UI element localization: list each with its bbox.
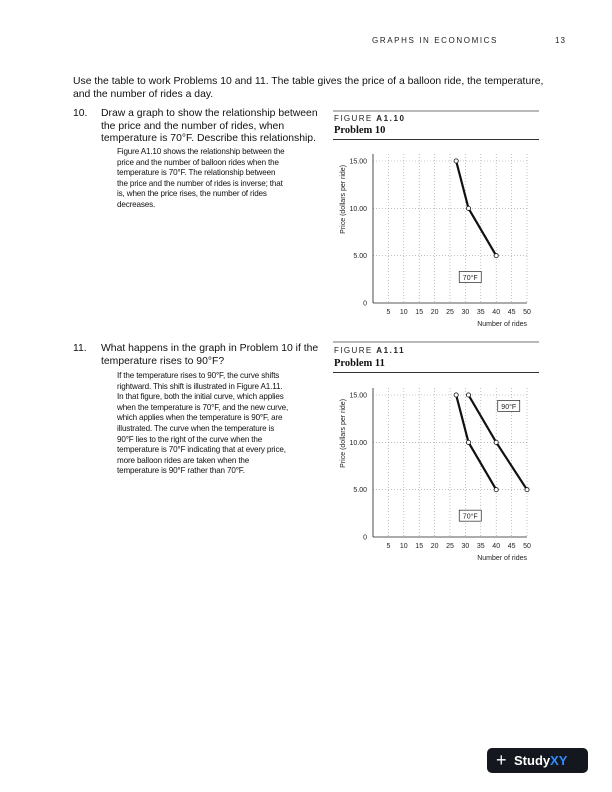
y-tick-label: 15.00: [349, 392, 367, 400]
answer-line: If the temperature rises to 90°F, the curve shifts: [117, 371, 280, 380]
figure-label-prefix: FIGURE: [334, 114, 373, 123]
figure-label-id: A1.10: [376, 114, 406, 123]
data-point: [494, 254, 498, 258]
x-tick-label: 20: [430, 309, 439, 316]
y-tick-label: 0: [363, 534, 367, 542]
logo-wordmark: StudyXY: [514, 753, 568, 768]
problem-11-question: [101, 343, 318, 368]
answer-line: temperature is 70°F indicating that at every price,: [117, 445, 286, 455]
problem-11-answer: [117, 371, 288, 477]
x-tick-label: 30: [461, 309, 470, 316]
answer-line: 90°F lies to the right of the curve when the: [117, 434, 263, 444]
x-tick-label: 10: [399, 309, 408, 316]
x-tick-label: 10: [399, 543, 408, 550]
question-line: temperature is 70°F. Describe this relationship.: [101, 133, 316, 145]
y-tick-label: 0: [363, 300, 367, 308]
page-number: 13: [555, 36, 566, 45]
curve-label: 90°F: [501, 403, 517, 411]
x-tick-label: 40: [492, 543, 501, 550]
question-line: Draw a graph to show the relationship between: [101, 108, 318, 119]
x-tick-label: 35: [476, 309, 485, 316]
y-tick-label: 5.00: [353, 253, 367, 261]
answer-line: is, when the price rises, the number of rides: [117, 189, 267, 199]
x-tick-label: 50: [523, 543, 531, 550]
y-tick-label: 15.00: [349, 158, 367, 166]
data-point: [494, 440, 498, 444]
x-axis-title: Number of rides: [477, 555, 527, 562]
x-tick-label: 40: [492, 309, 501, 316]
running-header: GRAPHS IN ECONOMICS: [372, 36, 498, 45]
problem-10-answer: [117, 147, 285, 211]
figure-top-rule: [333, 110, 539, 112]
figure-a1-11-chart: [333, 373, 539, 563]
x-tick-label: 25: [446, 309, 454, 316]
figure-a1-10-chart: [333, 140, 539, 328]
answer-line: the price and the number of rides is inverse; that: [117, 178, 283, 188]
figure-label-id: A1.11: [376, 346, 406, 355]
y-tick-label: 10.00: [349, 205, 367, 213]
x-tick-label: 15: [415, 309, 424, 316]
x-tick-label: 20: [430, 543, 439, 550]
figure-top-rule: [333, 341, 539, 343]
answer-line: Figure A1.10 shows the relationship between the: [117, 147, 285, 156]
data-point: [454, 393, 458, 397]
answer-line: illustrated. The curve when the temperature is: [117, 423, 275, 433]
curve-label: 70°F: [462, 513, 478, 521]
y-axis-title: Price (dollars per ride): [340, 398, 347, 468]
figure-a1-11-label: [334, 346, 405, 355]
studyxy-logo: [487, 748, 588, 773]
answer-line: temperature is 70°F. The relationship between: [117, 168, 276, 178]
answer-line: In that figure, both the initial curve, which applies: [117, 392, 284, 402]
data-point: [466, 393, 470, 397]
x-tick-label: 45: [507, 543, 516, 550]
data-point: [494, 488, 498, 492]
plus-icon: +: [496, 750, 507, 770]
figure-a1-11-title: Problem 11: [334, 358, 385, 369]
question-line: the price and the number of rides, when: [101, 120, 285, 132]
x-axis-title: Number of rides: [477, 321, 527, 328]
answer-line: when the temperature is 70°F, and the new curve,: [117, 402, 289, 412]
answer-line: temperature is 90°F rather than 70°F.: [117, 466, 245, 476]
data-point: [466, 206, 470, 210]
question-line: What happens in the graph in Problem 10 if the: [101, 343, 319, 354]
problem-11-number: 11.: [73, 343, 87, 354]
answer-line: rightward. This shift is illustrated in Figure A1.11.: [117, 381, 283, 391]
x-tick-label: 45: [507, 309, 516, 316]
curve-label: 70°F: [462, 274, 478, 282]
problem-10-number: 10.: [73, 108, 88, 119]
x-tick-label: 35: [476, 543, 485, 550]
x-tick-label: 5: [386, 543, 391, 550]
x-tick-label: 50: [523, 309, 531, 316]
data-point: [454, 159, 458, 163]
answer-line: more balloon rides are taken when the: [117, 455, 250, 465]
problem-10-question: [101, 108, 318, 146]
y-tick-label: 10.00: [349, 439, 367, 447]
data-point: [466, 440, 470, 444]
question-line: temperature rises to 90°F?: [101, 355, 225, 367]
x-tick-label: 30: [461, 543, 470, 550]
figure-label-prefix: FIGURE: [334, 346, 373, 355]
intro-paragraph: Use the table to work Problems 10 and 11. The table gives the price of a balloon ride, the temperature, and the number of rides a day.: [73, 76, 544, 100]
answer-line: which applies when the temperature is 90°F, are: [117, 413, 283, 423]
answer-line: decreases.: [117, 199, 156, 209]
figure-a1-10-label: [334, 114, 406, 123]
x-tick-label: 25: [446, 543, 454, 550]
data-point: [525, 488, 529, 492]
x-tick-label: 5: [386, 309, 391, 316]
x-tick-label: 15: [415, 543, 424, 550]
figure-a1-10-title: Problem 10: [334, 125, 386, 136]
y-axis-title: Price (dollars per ride): [340, 164, 347, 234]
answer-line: price and the number of balloon rides when the: [117, 157, 279, 167]
y-tick-label: 5.00: [353, 487, 367, 495]
